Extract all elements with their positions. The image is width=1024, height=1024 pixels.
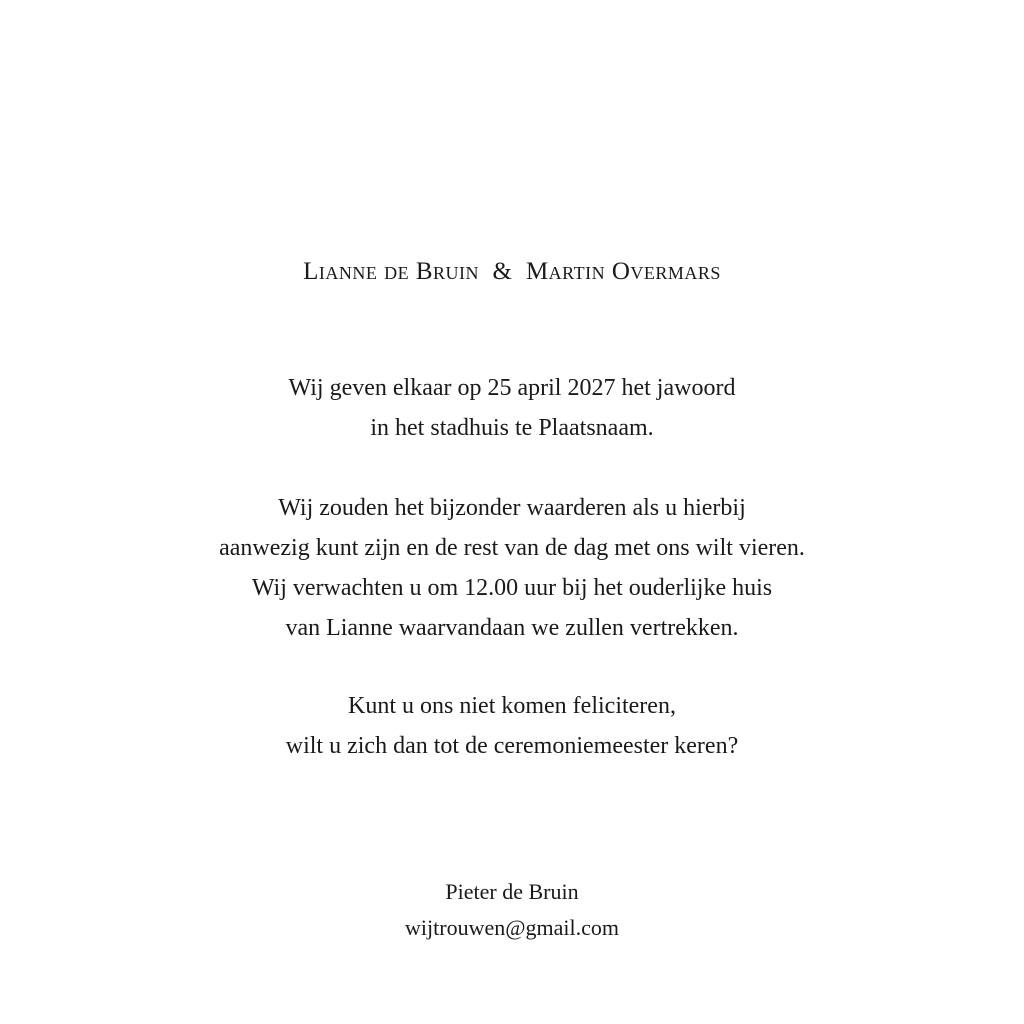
partner-one-name: Lianne de Bruin: [303, 258, 479, 285]
contact-name: Pieter de Bruin: [445, 879, 579, 904]
ampersand: &: [492, 258, 513, 285]
text-line: Wij geven elkaar op 25 april 2027 het jawoord: [288, 375, 736, 401]
text-line: Kunt u ons niet komen feliciteren,: [348, 693, 676, 719]
ceremony-paragraph: [0, 368, 1024, 448]
congratulations-paragraph: [0, 686, 1024, 766]
text-line: Wij verwachten u om 12.00 uur bij het ouderlijke huis: [251, 575, 773, 601]
contact-email: wijtrouwen@gmail.com: [405, 915, 619, 940]
couple-names: [0, 258, 1024, 286]
invitation-paragraph: [0, 488, 1024, 648]
partner-two-name: Martin Overmars: [525, 258, 721, 285]
text-line: in het stadhuis te Plaatsnaam.: [370, 415, 654, 441]
text-line: aanwezig kunt zijn en de rest van de dag met ons wilt vieren.: [219, 535, 805, 561]
text-line: Wij zouden het bijzonder waarderen als u hierbij: [278, 495, 746, 521]
text-line: wilt u zich dan tot de ceremoniemeester keren?: [285, 733, 739, 759]
contact-block: [0, 874, 1024, 946]
text-line: van Lianne waarvandaan we zullen vertrekken.: [285, 615, 739, 641]
